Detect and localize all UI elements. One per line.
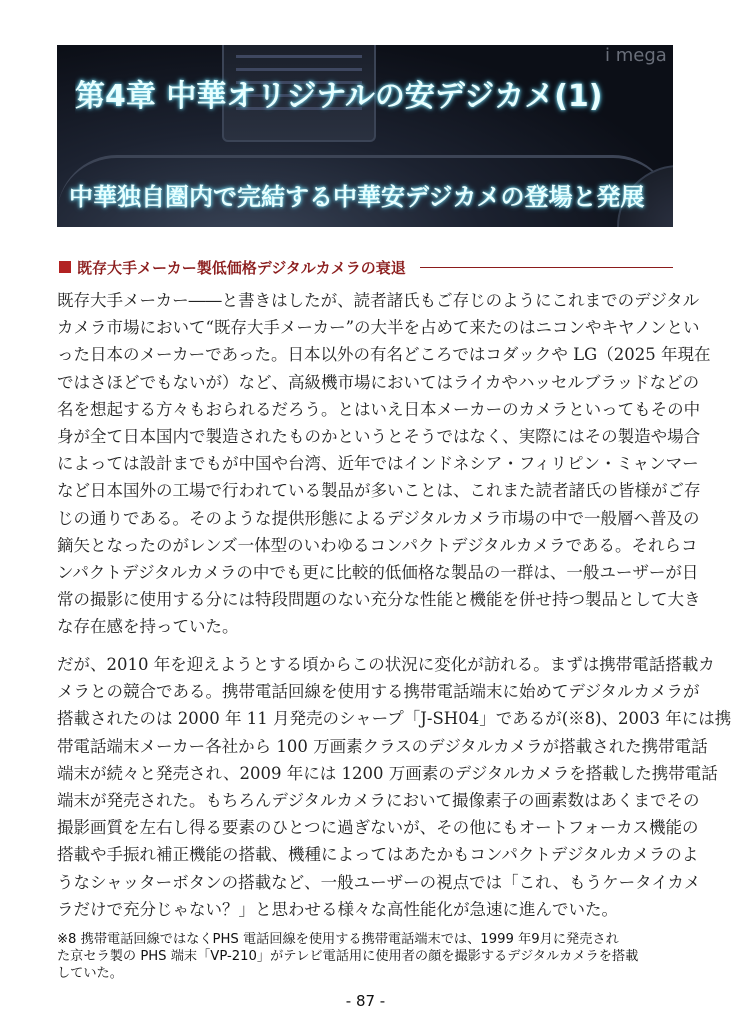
text-line: カメラ市場において“既存大手メーカー”の大半を占めて来たのはニコンやキヤノンとい — [57, 318, 700, 338]
heading-rule — [420, 267, 673, 268]
section-heading — [59, 257, 673, 277]
text-line: だが、2010 年を迎えようとする頃からこの状況に変化が訪れる。まずは携帯電話搭載カ — [57, 655, 715, 674]
square-bullet-icon — [59, 261, 71, 273]
footnote-line: していた。 — [57, 966, 123, 981]
text-line: 端末が続々と発売され、2009 年には 1200 万画素のデジタルカメラを搭載した携帯電話 — [57, 763, 718, 783]
section-heading-text: 既存大手メーカー製低価格デジタルカメラの衰退 — [77, 258, 406, 277]
text-line: 搭載されたのは 2000 年 11 月発売のシャープ「J-SH04」であるが(※8)、2003 年には携 — [57, 709, 731, 729]
chapter-banner — [57, 45, 673, 227]
text-line: 既存大手メーカー――と書きはしたが、読者諸氏もご存じのようにこれまでのデジタル — [57, 291, 700, 310]
text-line: じの通りである。そのような提供形態によるデジタルカメラ市場の中で一般層へ普及の — [57, 508, 700, 528]
text-line: ではさほどでもないが）など、高級機市場においてはライカやハッセルブラッドなどの — [57, 372, 700, 392]
text-line: 常の撮影に使用する分には特段問題のない充分な性能と機能を併せ持つ製品として大き — [57, 590, 701, 610]
paragraph-1 — [57, 287, 711, 640]
text-line: など日本国外の工場で行われている製品が多いことは、これまた読者諸氏の皆様がご存 — [57, 481, 701, 501]
chapter-subtitle: 中華独自圏内で完結する中華安デジカメの登場と発展 — [69, 183, 645, 211]
text-line: 鏑矢となったのがレンズ一体型のいわゆるコンパクトデジタルカメラである。それらコ — [57, 535, 698, 555]
footnote-line: ※8 携帯電話回線ではなくPHS 電話回線を使用する携帯電話端末では、1999 年9月に発売され — [57, 932, 619, 947]
text-line: ンパクトデジタルカメラの中でも更に比較的低価格な製品の一群は、一般ユーザーが日 — [57, 562, 699, 582]
text-line: 帯電話端末メーカー各社から 100 万画素クラスのデジタルカメラが搭載された携帯電話 — [57, 736, 708, 756]
text-line: メラとの競合である。携帯電話回線を使用する携帯電話端末に始めてデジタルカメラが — [57, 682, 700, 702]
text-line: 名を想起する方々もおられるだろう。とはいえ日本メーカーのカメラといってもその中 — [57, 399, 701, 419]
paragraph-2 — [57, 651, 731, 923]
text-line: った日本のメーカーであった。日本以外の有名どころではコダックや LG（2025 年現在 — [57, 345, 711, 365]
text-line: によっては設計までもが中国や台湾、近年ではインドネシア・フィリピン・ミャンマー — [57, 454, 699, 474]
text-line: 端末が発売された。もちろんデジタルカメラにおいて撮像素子の画素数はあくまでその — [57, 790, 700, 810]
footnote-line: た京セラ製の PHS 端末「VP-210」がテレビ電話用に使用者の顔を撮影するデジタルカメラを搭載 — [57, 949, 639, 964]
text-line: な存在感を持っていた。 — [57, 617, 239, 637]
text-line: 身が全て日本国内で製造されたものかというとそうではなく、実際にはその製造や場合 — [57, 426, 701, 446]
footnote — [57, 931, 677, 982]
text-line: ラだけで充分じゃない？」と思わせる様々な高性能化が急速に進んでいた。 — [57, 899, 618, 919]
text-line: うなシャッターボタンの搭載など、一般ユーザーの視点では「これ、もうケータイカメ — [57, 872, 701, 892]
chapter-title: 第4章 中華オリジナルの安デジカメ(1) — [75, 79, 603, 114]
text-line: 撮影画質を左右し得る要素のひとつに過ぎないが、その他にもオートフォーカス機能の — [57, 818, 699, 838]
text-line: 搭載や手振れ補正機能の搭載、機種によってはあたかもコンパクトデジタルカメラのよ — [57, 845, 699, 865]
page-number: - 87 - — [345, 992, 386, 1010]
camera-logo: i mega — [605, 45, 667, 66]
